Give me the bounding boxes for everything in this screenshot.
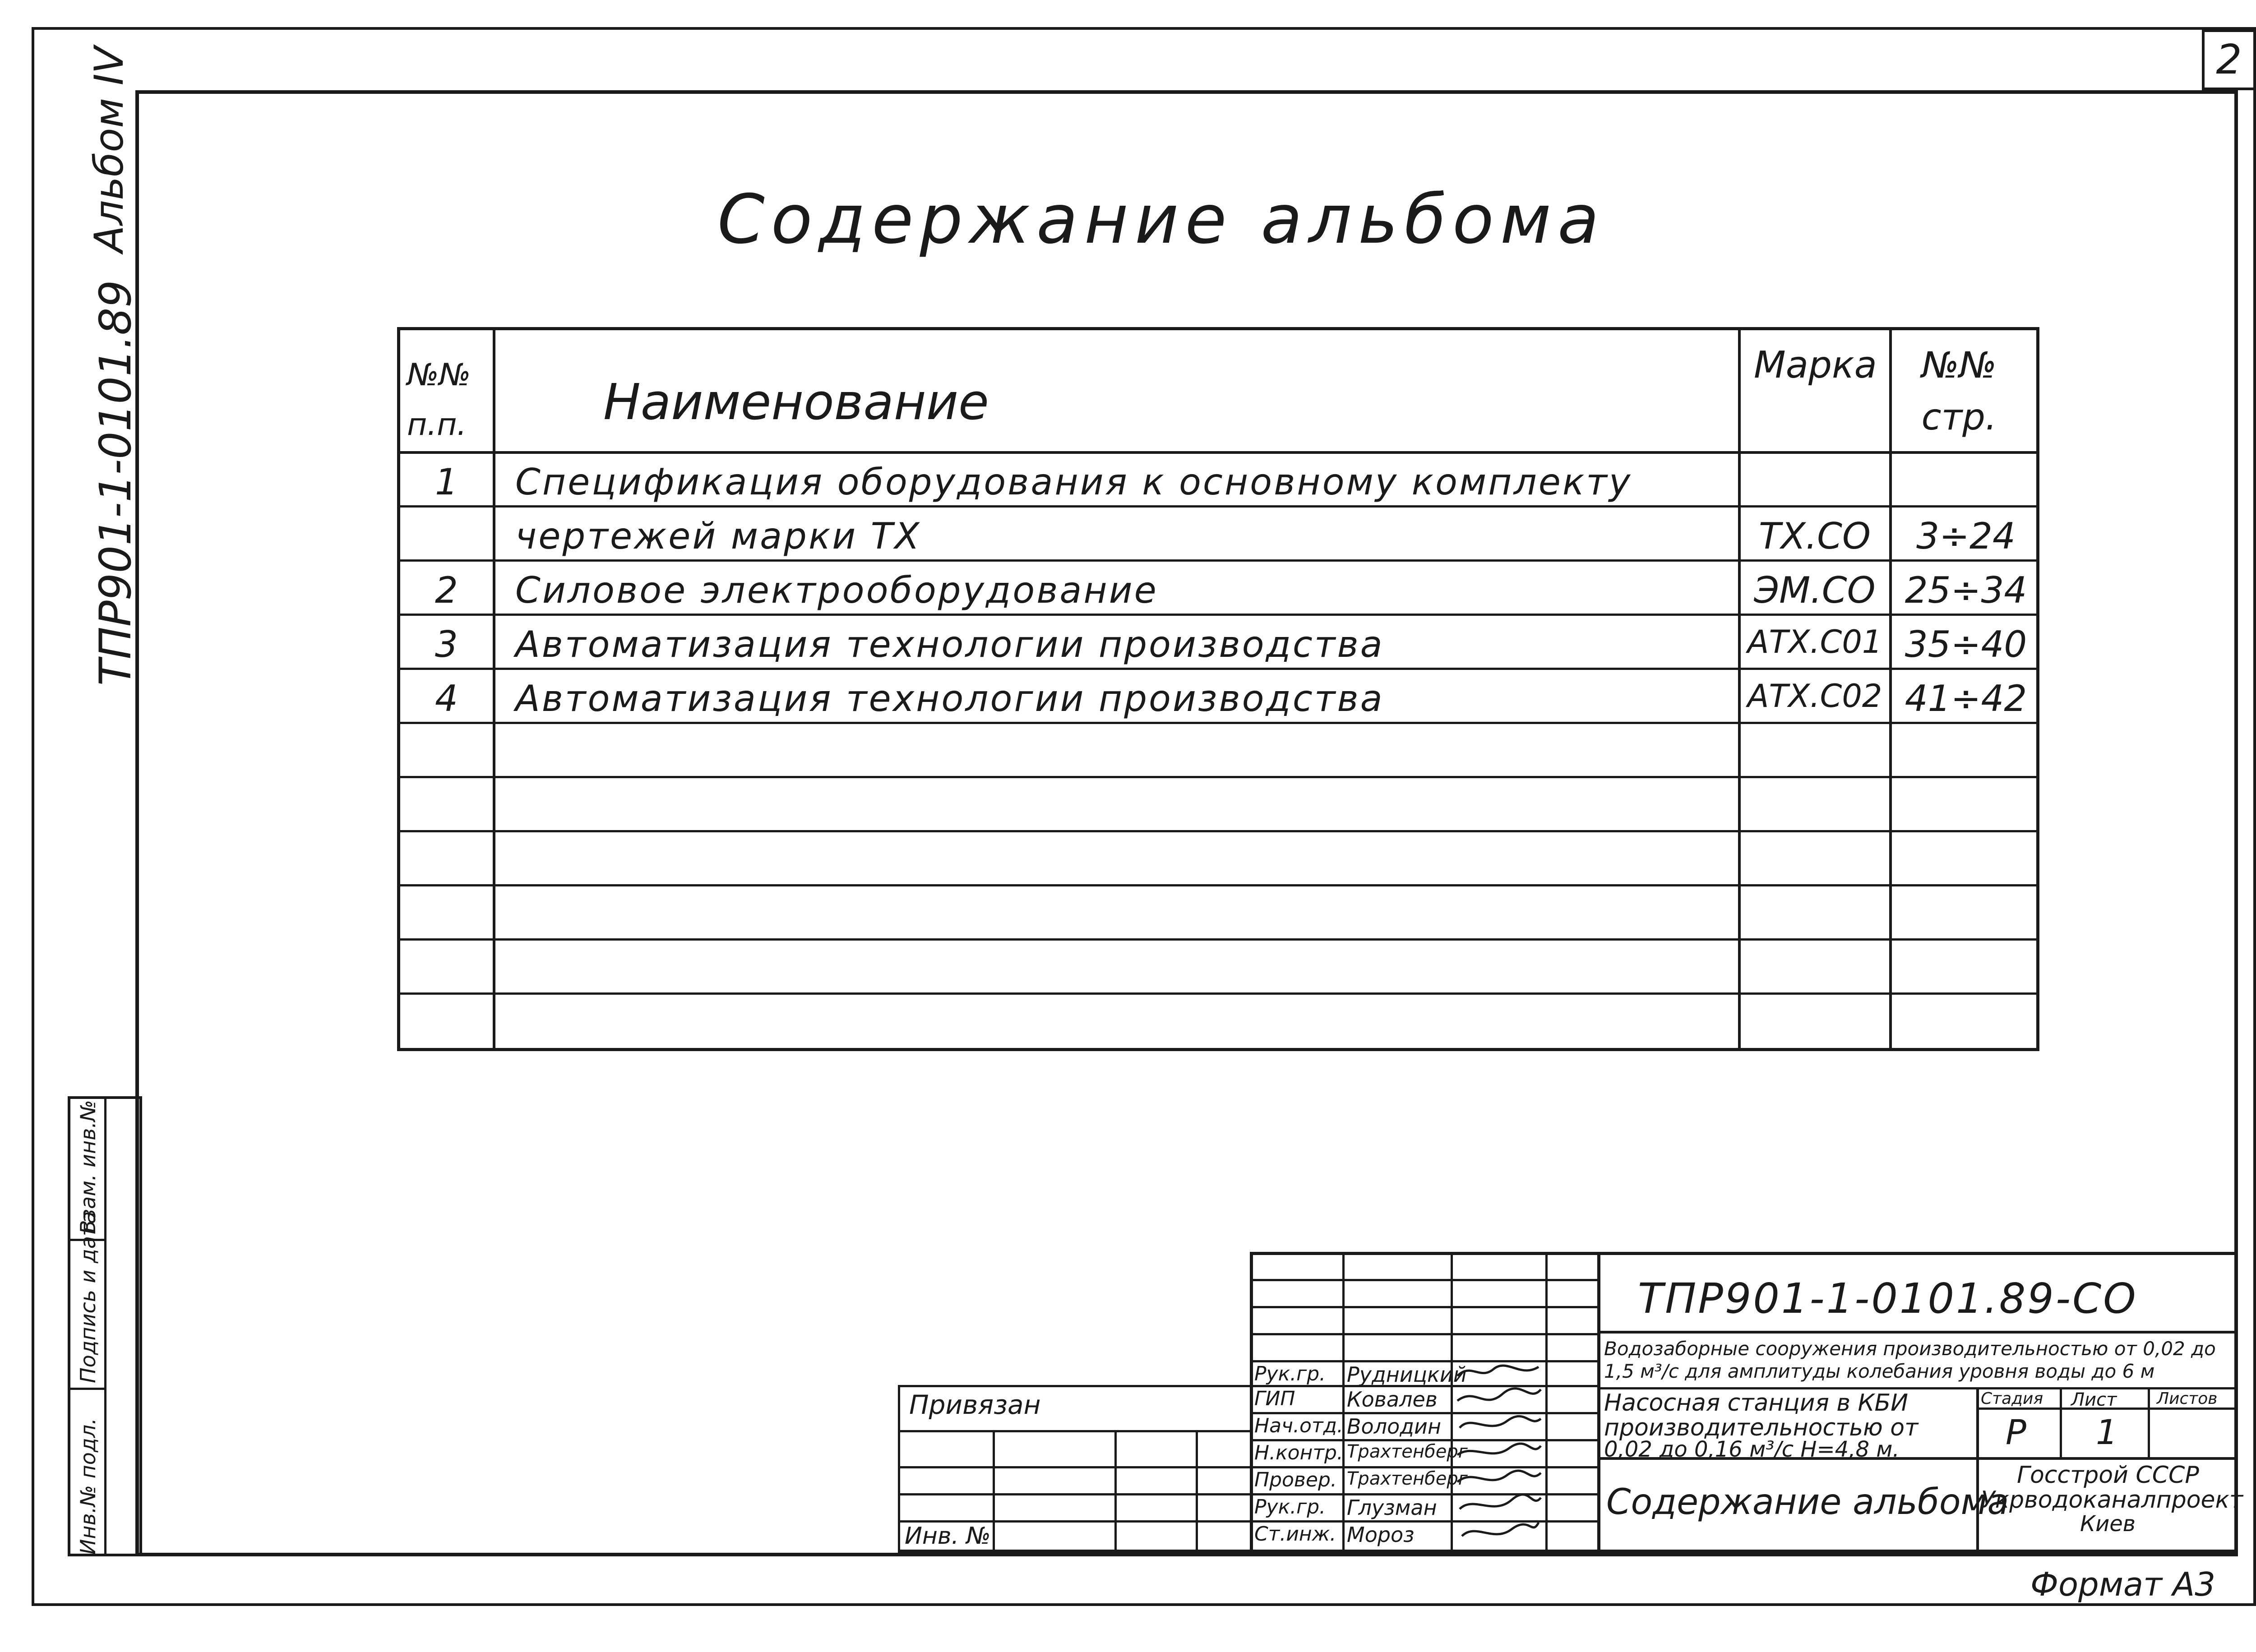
album-label: Альбом IV <box>86 46 132 253</box>
org-line1: Госстрой СССР <box>2017 1462 2199 1489</box>
staff-name: Ковалев <box>1347 1387 1438 1412</box>
side-project-code: ТПР901-1-0101.89 <box>90 280 141 686</box>
description-line2: 1,5 м³/с для амплитуды колебания уровня воды до 6 м <box>1604 1360 2155 1382</box>
staff-name: Мороз <box>1347 1523 1415 1547</box>
signature-scribbles <box>1453 1360 1543 1550</box>
sheet-number: 2 <box>2202 29 2256 90</box>
station-line3: 0,02 до 0,16 м³/с Н=4,8 м. <box>1604 1437 1900 1462</box>
page-title: Содержание альбома <box>717 180 1605 259</box>
staff-role: Ст.инж. <box>1254 1523 1336 1546</box>
header-pages: №№ стр. <box>1921 344 1997 438</box>
stage-value: Р <box>2006 1412 2026 1452</box>
staff-name: Глузман <box>1347 1495 1437 1520</box>
title-block <box>898 1252 2243 1552</box>
sheet-value: 1 <box>2096 1412 2118 1452</box>
sheets-label: Листов <box>2157 1389 2218 1408</box>
contents-table <box>397 327 2039 1051</box>
table-row-name: Спецификация оборудования к основному комплекту <box>515 461 1632 503</box>
staff-role: ГИП <box>1254 1387 1295 1410</box>
table-row-mark: АТХ.С01 <box>1747 623 1882 660</box>
table-row-name: Силовое электрооборудование <box>515 569 1158 611</box>
header-mark: Марка <box>1754 344 1877 387</box>
sheet-title: Содержание альбома <box>1606 1482 2009 1523</box>
org-line2: Укрводоканалпроект <box>1981 1486 2243 1514</box>
table-row-mark: АТХ.С02 <box>1747 678 1882 715</box>
staff-role: Провер. <box>1254 1468 1337 1491</box>
sheet-label: Лист <box>2071 1389 2117 1410</box>
table-row-num: 3 <box>435 623 458 665</box>
table-row-num: 4 <box>435 678 458 720</box>
org-line3: Киев <box>2080 1511 2136 1537</box>
description-line1: Водозаборные сооружения производительностью от 0,02 до <box>1604 1338 2216 1360</box>
table-row-name: Автоматизация технологии производства <box>515 623 1384 665</box>
table-row-num: 2 <box>435 569 458 611</box>
staff-role: Н.контр. <box>1254 1441 1343 1464</box>
station-line1: Насосная станция в КБИ <box>1604 1389 1909 1417</box>
staff-name: Володин <box>1347 1414 1442 1439</box>
header-num: №№ п.п. <box>407 357 471 443</box>
side-stamp-signature: Подпись и дата <box>76 1211 100 1383</box>
staff-role: Нач.отд. <box>1254 1414 1343 1437</box>
header-name: Наименование <box>603 373 989 431</box>
table-row-name: чертежей марки ТХ <box>515 515 921 557</box>
staff-role: Рук.гр. <box>1254 1495 1326 1518</box>
table-row-pages: 3÷24 <box>1916 515 2016 557</box>
table-row-pages: 25÷34 <box>1905 569 2027 611</box>
staff-role: Рук.гр. <box>1254 1362 1326 1385</box>
bound-label: Привязан <box>909 1389 1041 1420</box>
staff-name: Трахтенберг <box>1347 1468 1468 1489</box>
table-row-num: 1 <box>435 461 458 503</box>
table-row-name: Автоматизация технологии производства <box>515 678 1384 720</box>
stage-label: Стадия <box>1981 1389 2043 1408</box>
side-stamp-replace: Взам. инв.№ <box>76 1100 100 1234</box>
station-line2: производительностью от <box>1604 1414 1919 1441</box>
table-row-pages: 41÷42 <box>1905 678 2027 720</box>
table-row-mark: ЭМ.СО <box>1754 569 1876 611</box>
inv-label: Инв. № <box>905 1523 991 1550</box>
format-label: Формат А3 <box>2030 1565 2216 1603</box>
staff-name: Трахтенберг <box>1347 1441 1468 1462</box>
table-row-pages: 35÷40 <box>1905 623 2027 665</box>
table-row-mark: ТХ.СО <box>1759 515 1871 557</box>
staff-name: Рудницкий <box>1347 1362 1467 1387</box>
side-stamp-inv: Инв.№ подл. <box>76 1418 100 1555</box>
side-stamp <box>68 1096 142 1556</box>
project-code: ТПР901-1-0101.89-СО <box>1638 1274 2138 1323</box>
